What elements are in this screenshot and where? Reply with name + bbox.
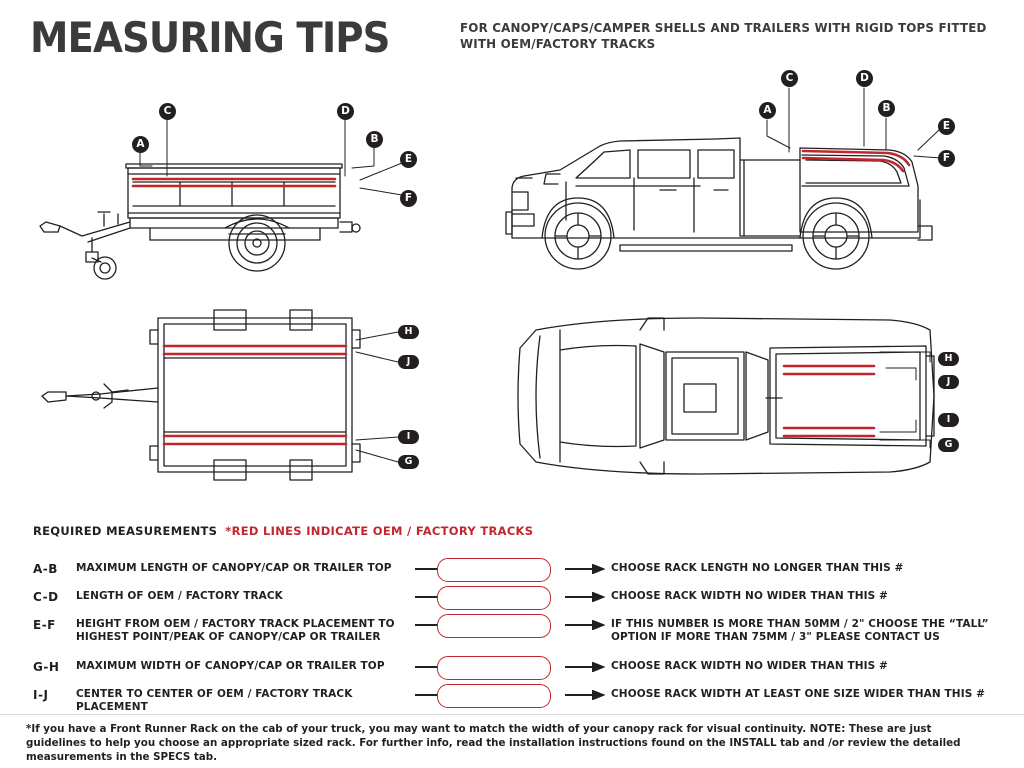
row-description: MAXIMUM WIDTH OF CANOPY/CAP OR TRAILER TOP: [76, 660, 385, 672]
measurement-row-cd: [33, 588, 993, 616]
arrow-right-icon: [565, 592, 605, 602]
trailer-side-track-lines: [133, 179, 335, 186]
callout-truck-side-d: D: [856, 70, 873, 87]
measurement-input-ab[interactable]: [437, 558, 551, 582]
callout-trailer-top-i: I: [398, 430, 419, 444]
arrow-right-icon: [565, 620, 605, 630]
trailer-side-view: [40, 164, 360, 279]
callout-trailer-top-g: G: [398, 455, 419, 469]
measurement-input-ij[interactable]: [437, 684, 551, 708]
row-code: I-J: [33, 688, 49, 702]
trailer-top-view: [42, 310, 360, 480]
callout-truck-side-f: F: [938, 150, 955, 167]
measurement-row-ab: [33, 560, 993, 588]
callout-trailer-side-d: D: [337, 103, 354, 120]
arrow-right-icon: [565, 662, 605, 672]
row-description: MAXIMUM LENGTH OF CANOPY/CAP OR TRAILER TOP: [76, 562, 392, 574]
footer-divider: [0, 714, 1024, 715]
row-code: E-F: [33, 618, 56, 632]
row-result: CHOOSE RACK WIDTH NO WIDER THAN THIS #: [611, 660, 888, 672]
truck-side-track-lines: [803, 151, 909, 171]
callout-trailer-side-f: F: [400, 190, 417, 207]
red-lines-note: *RED LINES INDICATE OEM / FACTORY TRACKS: [225, 524, 534, 538]
measurement-input-cd[interactable]: [437, 586, 551, 610]
callout-truck-top-h: H: [938, 352, 959, 366]
footnote: *If you have a Front Runner Rack on the cab of your truck, you may want to match the width of your canopy rack for visual continuity. NOTE: These are just guidelines to help you choose an appropriate sized rack. For further info, read the installation instructions found on the INSTALL tab and /or review the detailed measurements in the SPECS tab.: [26, 723, 961, 763]
callout-trailer-side-a: A: [132, 136, 149, 153]
callout-trailer-side-b: B: [366, 131, 383, 148]
measurement-row-gh: [33, 658, 993, 686]
callout-truck-top-i: I: [938, 413, 959, 427]
header: [30, 13, 994, 68]
arrow-right-icon: [565, 690, 605, 700]
row-code: C-D: [33, 590, 59, 604]
page-subtitle: FOR CANOPY/CAPS/CAMPER SHELLS AND TRAILERS WITH RIGID TOPS FITTED WITH OEM/FACTORY TRACKS: [460, 20, 987, 51]
callout-truck-side-b: B: [878, 100, 895, 117]
row-result: IF THIS NUMBER IS MORE THAN 50MM / 2" CHOOSE THE “TALL” OPTION IF MORE THAN 75MM / 3" PLEASE CONTACT US: [611, 618, 989, 643]
measurement-row-ij: [33, 686, 993, 714]
row-description: CENTER TO CENTER OF OEM / FACTORY TRACK PLACEMENT: [76, 688, 353, 713]
required-measurements-heading: [33, 524, 533, 538]
measurement-input-ef[interactable]: [437, 614, 551, 638]
callout-trailer-top-j: J: [398, 355, 419, 369]
row-description: LENGTH OF OEM / FACTORY TRACK: [76, 590, 283, 602]
callout-trailer-top-h: H: [398, 325, 419, 339]
row-code: G-H: [33, 660, 60, 674]
callout-trailer-side-e: E: [400, 151, 417, 168]
required-measurements-label: REQUIRED MEASUREMENTS: [33, 524, 218, 538]
measurement-input-gh[interactable]: [437, 656, 551, 680]
callout-truck-side-a: A: [759, 102, 776, 119]
row-code: A-B: [33, 562, 58, 576]
truck-side-view: [506, 138, 932, 269]
callout-truck-top-g: G: [938, 438, 959, 452]
callout-truck-side-c: C: [781, 70, 798, 87]
page-title: MEASURING TIPS: [30, 13, 390, 62]
row-description: HEIGHT FROM OEM / FACTORY TRACK PLACEMENT TO HIGHEST POINT/PEAK OF CANOPY/CAP OR TRAILER: [76, 618, 395, 643]
callout-trailer-side-c: C: [159, 103, 176, 120]
row-result: CHOOSE RACK WIDTH AT LEAST ONE SIZE WIDER THAN THIS #: [611, 688, 986, 700]
measurement-row-ef: [33, 616, 993, 650]
row-result: CHOOSE RACK WIDTH NO WIDER THAN THIS #: [611, 590, 888, 602]
trailer-top-track-lines: [164, 346, 346, 444]
truck-top-track-lines: [784, 366, 874, 436]
callout-truck-top-j: J: [938, 375, 959, 389]
callout-truck-side-e: E: [938, 118, 955, 135]
truck-top-view: [518, 318, 934, 474]
arrow-right-icon: [565, 564, 605, 574]
row-result: CHOOSE RACK LENGTH NO LONGER THAN THIS #: [611, 562, 904, 574]
